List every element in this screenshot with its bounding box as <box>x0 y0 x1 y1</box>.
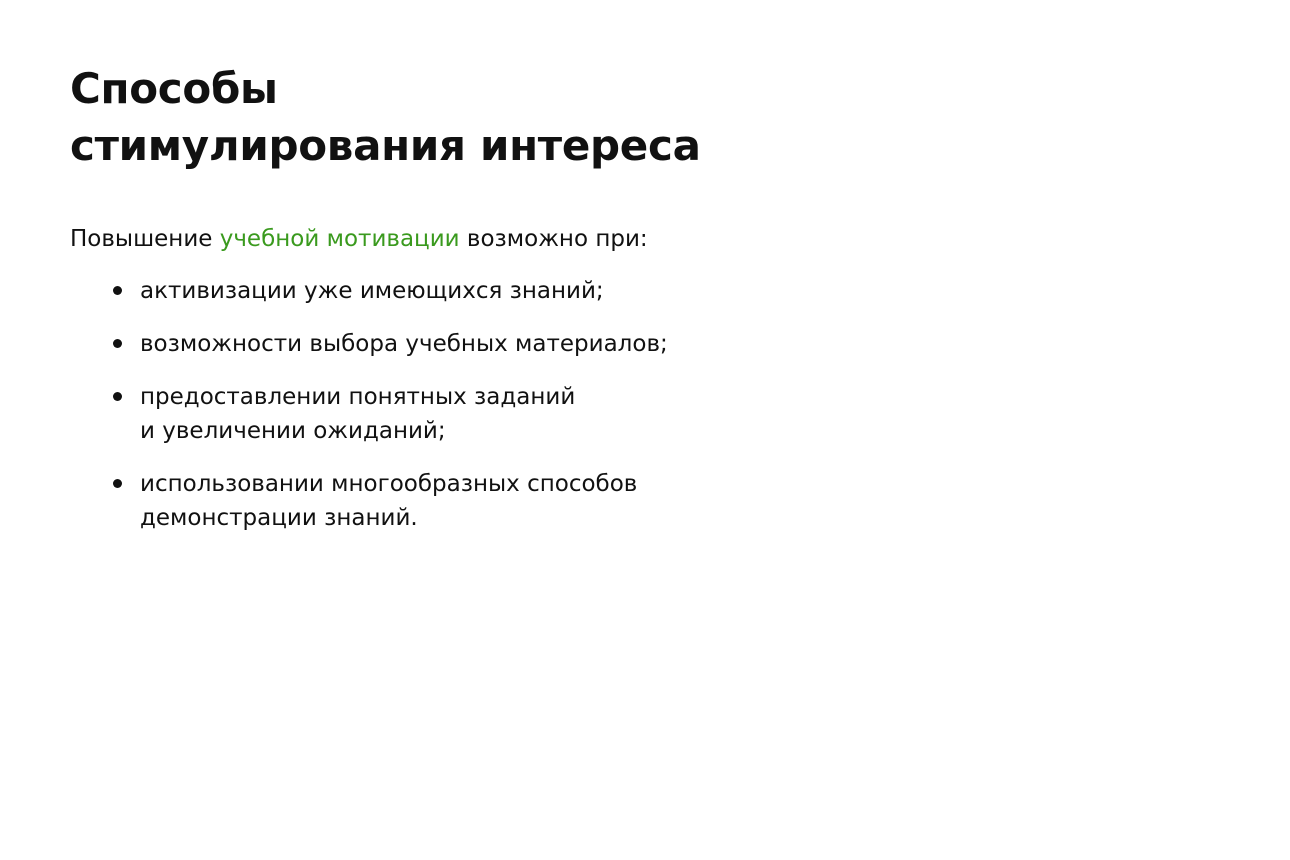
bullet-text-line-1: использовании многообразных способов <box>140 471 638 497</box>
bullet-list <box>70 274 668 554</box>
intro-text <box>70 222 648 256</box>
bullet-item <box>70 327 668 361</box>
bullet-dot-icon <box>113 479 122 488</box>
slide-title-line-2: стимулирования интереса <box>70 121 701 170</box>
intro-text-start: Повышение <box>70 226 220 252</box>
bullet-text: возможности выбора учебных материалов; <box>140 331 668 357</box>
bullet-text-line-2: демонстрации знаний. <box>140 505 418 531</box>
slide-title-line-1: Способы <box>70 64 278 113</box>
slide-title <box>70 60 701 174</box>
intro-highlight: учебной мотивации <box>219 226 460 252</box>
bullet-item <box>70 467 668 535</box>
bullet-item <box>70 274 668 308</box>
bullet-item <box>70 380 668 448</box>
bullet-dot-icon <box>113 286 122 295</box>
bullet-text: активизации уже имеющихся знаний; <box>140 278 604 304</box>
bullet-text-line-2: и увеличении ожиданий; <box>140 418 446 444</box>
bullet-text-line-1: предоставлении понятных заданий <box>140 384 576 410</box>
bullet-dot-icon <box>113 339 122 348</box>
intro-text-end: возможно при: <box>459 226 648 252</box>
bullet-dot-icon <box>113 392 122 401</box>
